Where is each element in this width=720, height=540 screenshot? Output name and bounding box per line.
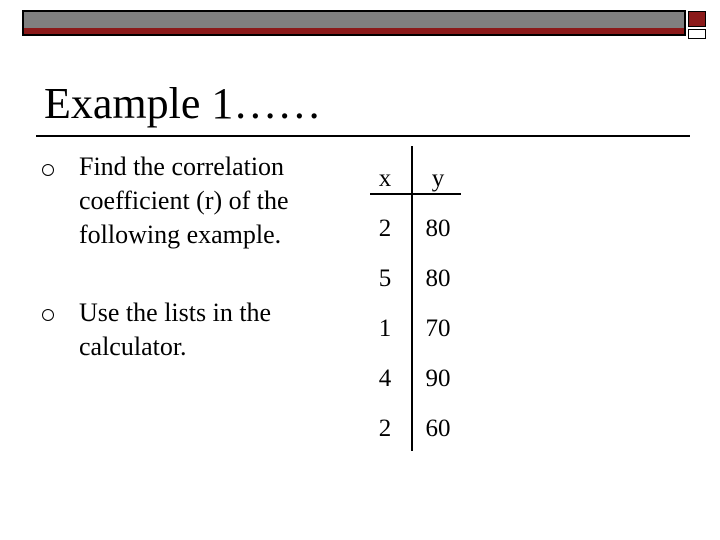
table-cell-y: 60 (425, 415, 451, 442)
table-header-x: x (378, 165, 392, 192)
table-cell-x: 2 (378, 415, 392, 442)
table-cell-x: 1 (378, 315, 392, 342)
corner-square-white (688, 29, 706, 39)
table-cell-x: 5 (378, 265, 392, 292)
top-bar-red-band (24, 28, 684, 34)
table-row (370, 360, 480, 410)
top-bar-gray-band (24, 12, 684, 28)
table-cell-x: 4 (378, 365, 392, 392)
table-row (370, 260, 480, 310)
corner-square-red (688, 11, 706, 27)
bullet-circle-icon (42, 164, 54, 176)
bullet-circle-icon (42, 309, 54, 321)
table-cell-y: 70 (425, 315, 451, 342)
table-cell-y: 80 (425, 215, 451, 242)
table-row (370, 410, 480, 460)
table-cell-y: 80 (425, 265, 451, 292)
bullet-text-1: Find the correlation coefficient (r) of the following example. (79, 152, 289, 249)
slide-title: Example 1…… (44, 79, 322, 128)
table-cell-x: 2 (378, 215, 392, 242)
table-row (370, 310, 480, 360)
table-cell-y: 90 (425, 365, 451, 392)
table-header-y: y (431, 165, 445, 192)
table-header-row (370, 160, 480, 210)
bullet-text-2: Use the lists in the calculator. (79, 298, 272, 361)
table-row (370, 210, 480, 260)
data-table (370, 160, 480, 460)
title-underline (36, 135, 690, 137)
top-decorative-bar (22, 10, 686, 36)
